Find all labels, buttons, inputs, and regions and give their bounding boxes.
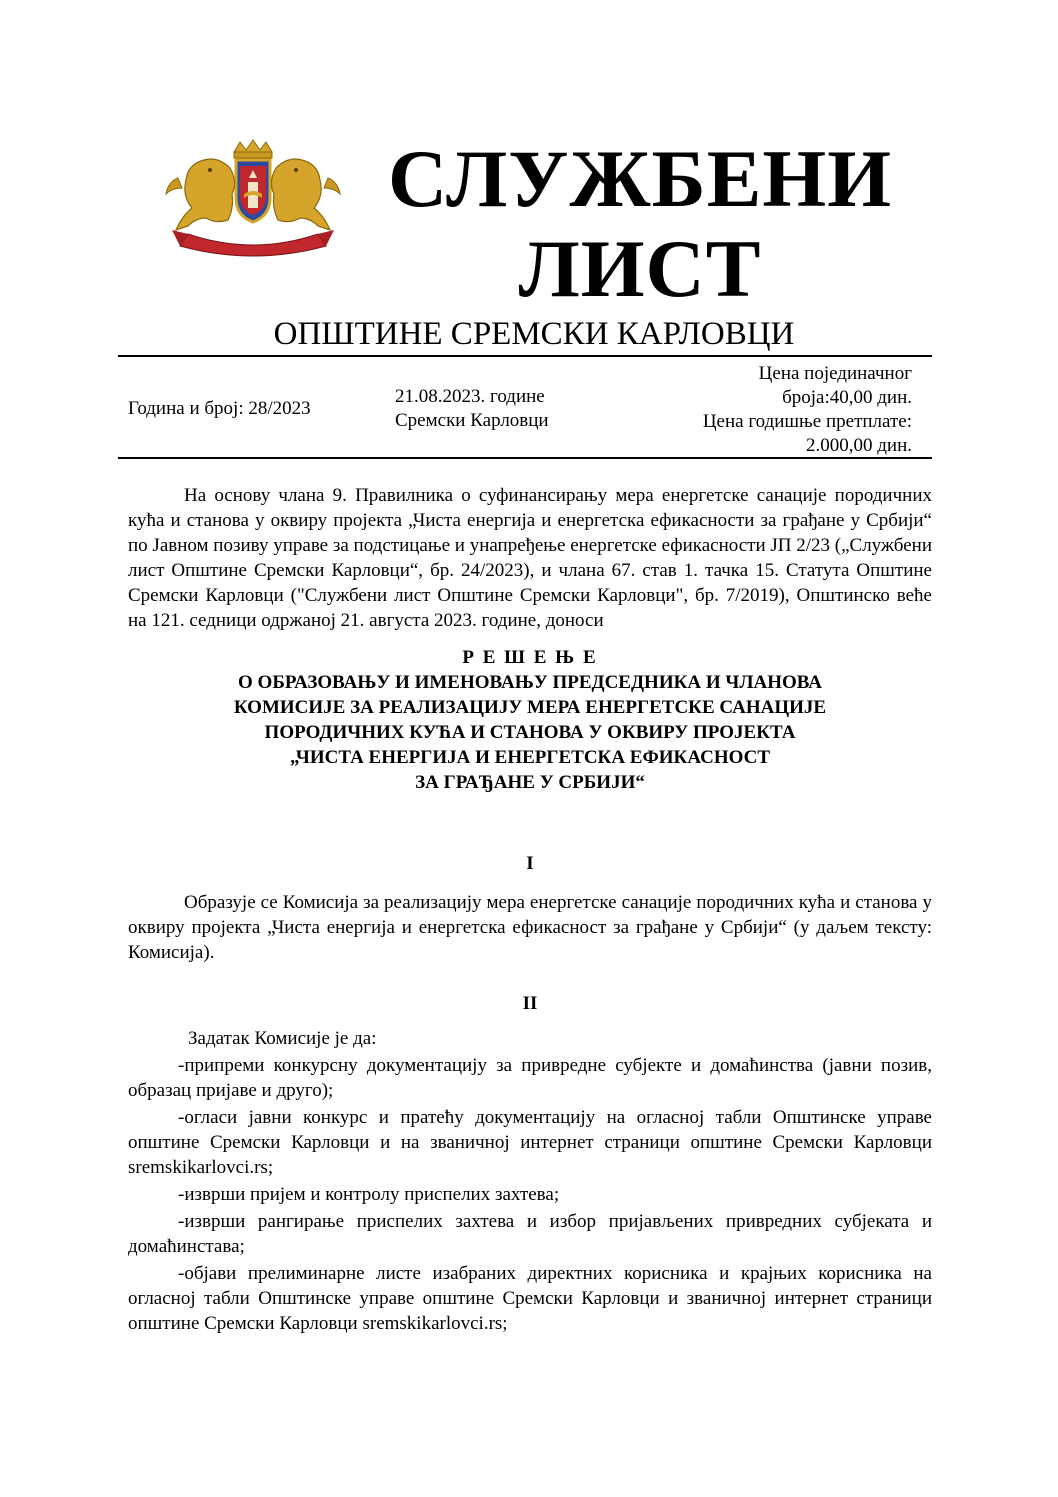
section-1-paragraph: Образује се Комисија за реализацију мера енергетске санације породичних кућа и станова у оквиру пројекта „Чиста енергија и енергетска ефикасност за грађане у Србији“ (у даљем тексту: Комисија). xyxy=(128,892,932,963)
issue-number: Година и број: 28/2023 xyxy=(128,398,311,419)
header-rule-bottom xyxy=(118,457,932,459)
decision-subtitle-line: ПОРОДИЧНИХ КУЋА И СТАНОВА У ОКВИРУ ПРОЈЕКТА xyxy=(264,722,796,743)
masthead-title-line1: СЛУЖБЕНИ xyxy=(387,133,892,224)
masthead-title-line2: ЛИСТ xyxy=(518,223,762,314)
price-annual-line2: 2.000,00 дин. xyxy=(805,435,912,456)
issue-place: Сремски Карловци xyxy=(395,410,549,431)
task-list-item: -изврши пријем и контролу приспелих захтева; xyxy=(178,1184,560,1205)
decision-subtitle-line: „ЧИСТА ЕНЕРГИЈА И ЕНЕРГЕТСКА ЕФИКАСНОСТ xyxy=(289,747,771,768)
task-list-item: -изврши рангирање приспелих захтева и избор пријављених привредних субјеката и домаћинстава; xyxy=(128,1211,932,1257)
decision-subtitle-line: КОМИСИЈЕ ЗА РЕАЛИЗАЦИЈУ МЕРА ЕНЕРГЕТСКЕ САНАЦИЈЕ xyxy=(233,697,827,718)
header-rule-top xyxy=(118,355,932,357)
task-list-item: -припреми конкурсну документацију за привредне субјекте и домаћинства (јавни позив, образац пријаве и друго); xyxy=(128,1055,932,1101)
decision-subtitle-line: ЗА ГРАЂАНЕ У СРБИЈИ“ xyxy=(415,772,645,793)
price-block xyxy=(640,362,912,458)
section-heading-2: II xyxy=(522,993,538,1014)
task-list-item: -објави прелиминарне листе изабраних директних корисника и крајњих корисника на огласној табли Општинске управе општине Сремски Карловци и званичној интернет страници општине Сремски Карловци sremskikarlovci.rs; xyxy=(128,1263,932,1334)
municipality-coat-of-arms-icon xyxy=(158,138,348,263)
masthead-subtitle: ОПШТИНЕ СРЕМСКИ КАРЛОВЦИ xyxy=(273,316,795,352)
price-annual-line1: Цена годишње претплате: xyxy=(702,411,912,432)
section-2-intro: Задатак Комисије је да: xyxy=(188,1028,377,1049)
decision-subtitle-line: О ОБРАЗОВАЊУ И ИМЕНОВАЊУ ПРЕДСЕДНИКА И ЧЛАНОВА xyxy=(238,672,822,693)
task-list-item: -огласи јавни конкурс и пратећу документацију на огласној табли Општинске управе општине Сремски Карловци и на званичној интернет страници општине Сремски Карловци sremskikarlovci.rs; xyxy=(128,1107,932,1178)
document-body xyxy=(128,483,932,1338)
price-single-line1: Цена појединачног xyxy=(758,363,912,384)
issue-date: 21.08.2023. године xyxy=(395,386,545,407)
preamble-paragraph: На основу члана 9. Правилника о суфинансирању мера енергетске санације породичних кућа и станова у оквиру пројекта „Чиста енергија и енергетска ефикасности за грађане у Србији“ по Јавном позиву управе за подстицање и унапређење енергетске ефикасности ЈП 2/23 („Службени лист Општине Сремски Карловци“, бр. 24/2023), и члана 67. став 1. тачка 15. Статута Општине Сремски Карловци ("Службени лист Општине Сремски Карловци", бр. 7/2019), Општинско веће на 121. седници одржаној 21. августа 2023. године, доноси xyxy=(128,485,932,631)
section-heading-1: I xyxy=(526,853,534,874)
decision-title: Р Е Ш Е Њ Е xyxy=(462,647,598,668)
issue-date-place xyxy=(395,385,549,433)
price-single-line2: броја:40,00 дин. xyxy=(782,387,912,408)
